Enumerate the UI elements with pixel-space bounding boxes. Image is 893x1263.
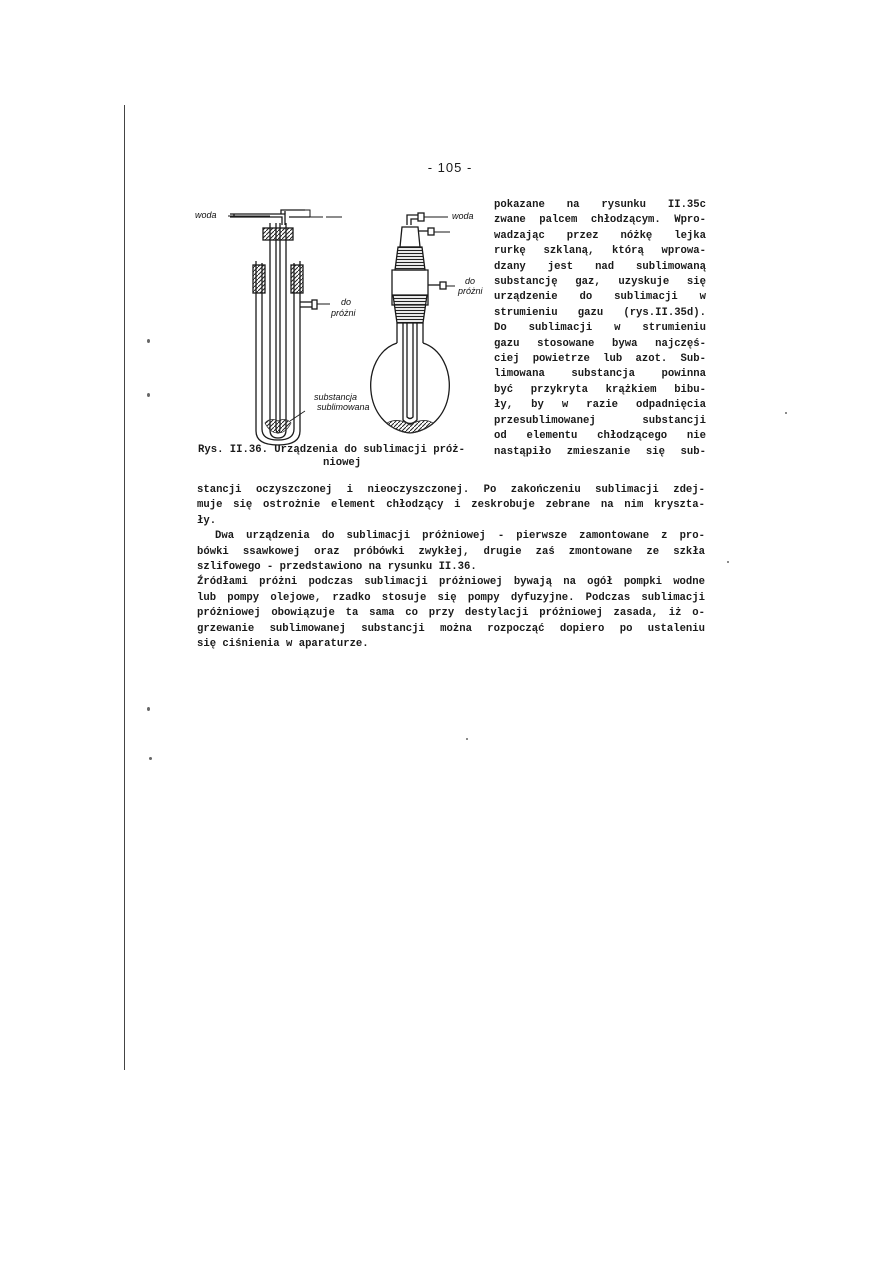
label-water-right: woda <box>452 211 474 221</box>
text-line: nastąpiło zmieszanie się sub- <box>494 445 706 458</box>
caption-line-2: niowej <box>323 457 362 469</box>
text-line: od elementu chłodzącego nie <box>494 430 706 443</box>
text-line: się ciśnienia w aparaturze. <box>197 638 369 651</box>
text-line: Dwa urządzenia do sublimacji próżniowej - pierwsze zamontowane z pro- <box>215 530 705 543</box>
text-line: substancję gaz, uzyskuje się <box>494 276 706 289</box>
page-number: - 105 - <box>427 160 473 175</box>
scan-edge-line <box>124 105 125 1070</box>
label-vacuum-left-2: próżni <box>331 308 356 318</box>
body-text <box>197 483 705 652</box>
label-vacuum-left-1: do <box>341 297 352 307</box>
text-line: ciej powietrze lub azot. Sub- <box>494 353 706 366</box>
label-vacuum-right-2: próżni <box>458 286 483 296</box>
text-line: Do sublimacji w strumieniu <box>494 322 706 335</box>
label-vacuum-right-1: do <box>465 276 476 286</box>
caption-line-1: Rys. II.36. Urządzenia do sublimacji próż- <box>198 444 466 456</box>
text-line: strumieniu gazu (rys.II.35d). <box>494 306 706 319</box>
text-line: stancji oczyszczonej i nieoczyszczonej. Po zakończeniu sublimacji zdej- <box>197 484 705 496</box>
text-line: limowana substancja powinna <box>494 368 706 381</box>
label-water-left: woda <box>195 210 217 220</box>
label-substance-1: substancja <box>314 392 358 402</box>
text-line: przesublimowanej substancji <box>494 414 706 427</box>
text-line: bówki ssawkowej oraz próbówki zwykłej, drugie zaś zmontowane ze szkła <box>197 545 705 558</box>
apparatus-drawing <box>190 195 500 450</box>
text-line: szlifowego - przedstawiono na rysunku II.36. <box>197 561 477 574</box>
text-line: pokazane na rysunku II.35c <box>494 199 706 211</box>
text-line: muje się ostrożnie element chłodzący i zeskrobuje zebrane na nim kryszta- <box>197 499 705 512</box>
side-column-text <box>494 198 706 460</box>
text-line: ły, by w razie odpadnięcia <box>494 399 706 412</box>
text-line: lub pompy olejowe, rzadko stosuje się pompy dyfuzyjne. Podczas sublimacji <box>197 591 705 604</box>
text-line: zwane palcem chłodzącym. Wpro- <box>494 214 706 227</box>
text-line: dzany jest nad sublimowaną <box>494 260 706 273</box>
text-line: Źródłami próżni podczas sublimacji próżniowej bywają na ogół pompki wodne <box>197 576 705 589</box>
right-apparatus <box>371 213 455 433</box>
text-line: próżniowej obowiązuje ta sama co przy destylacji próżniowej zasada, iż o- <box>197 607 705 620</box>
figure-sublimation-apparatus <box>190 195 500 450</box>
figure-caption <box>198 444 490 470</box>
text-line: rurkę szklaną, którą wprowa- <box>494 245 706 258</box>
label-substance-2: sublimowana <box>317 402 370 412</box>
text-line: gazu stosowane bywa najczęś- <box>494 337 706 350</box>
text-line: urządzenie do sublimacji w <box>494 291 706 304</box>
text-line: ły. <box>197 514 217 527</box>
text-line: być przykryta krążkiem bibu- <box>494 383 706 396</box>
text-line: grzewanie sublimowanej substancji można rozpocząć dopiero po ustaleniu <box>197 622 705 635</box>
text-line: wadzając przez nóżkę lejka <box>494 229 706 242</box>
